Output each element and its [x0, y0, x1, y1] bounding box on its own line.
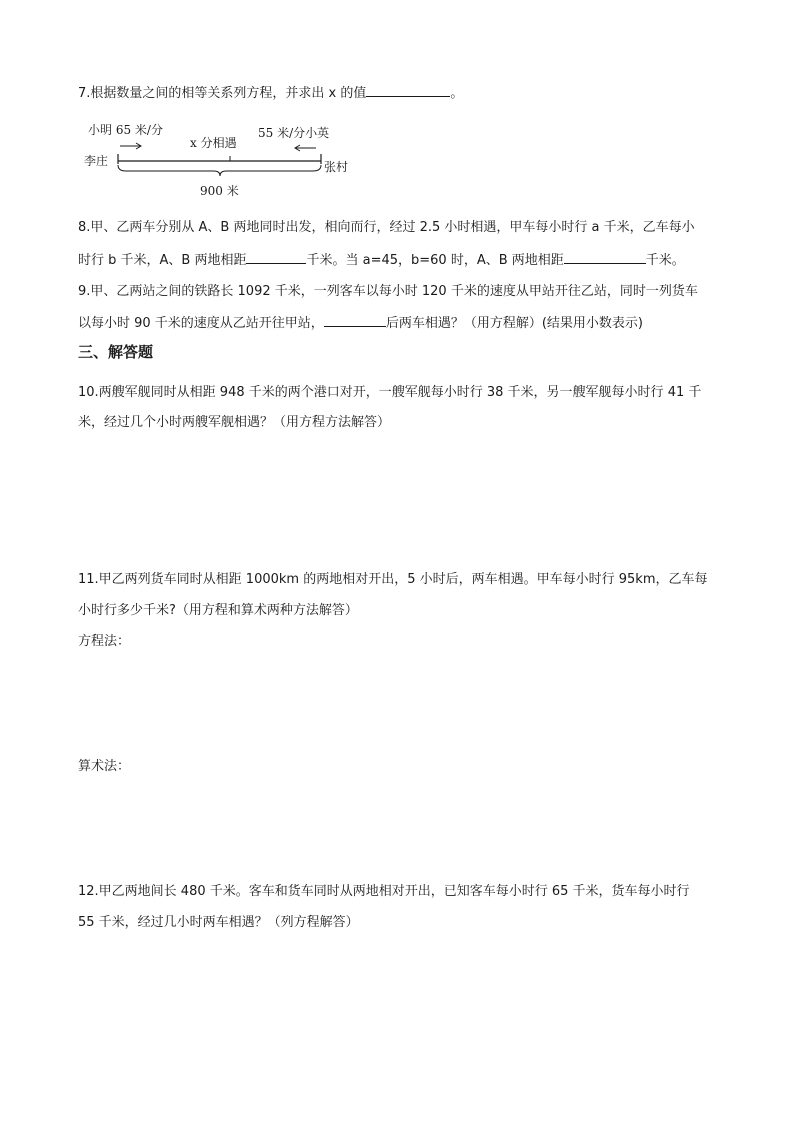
segment-diagram-svg [84, 118, 354, 204]
q11-line1: 11.甲乙两列货车同时从相距 1000km 的两地相对开出，5 小时后，两车相遇。甲车每小时行 95km，乙车每 [78, 572, 708, 587]
q9-text-a: 以每小时 90 千米的速度从乙站开往甲站， [78, 316, 324, 331]
q7-diagram [84, 118, 354, 204]
q11-arithmetic-method-label: 算术法： [78, 759, 131, 774]
xiaoming-speed-label: 小明 65 米/分 [88, 123, 163, 137]
q9-line1: 9.甲、乙两站之间的铁路长 1092 千米，一列客车以每小时 120 千米的速度从甲站开往乙站，同时一列货车 [78, 284, 698, 299]
q10-line1: 10.两艘军舰同时从相距 948 千米的两个港口对开，一艘军舰每小时行 38 千米，另一艘军舰每小时行 41 千 [78, 385, 702, 400]
q8-line1: 8.甲、乙两车分别从 A、B 两地同时出发，相向而行，经过 2.5 小时相遇，甲车每小时行 a 千米，乙车每小 [78, 220, 695, 235]
q8-text-c: 千米。 [645, 253, 685, 268]
right-place-label: 张村 [324, 160, 349, 174]
q8-blank-1[interactable] [246, 250, 306, 264]
q7-prompt [78, 83, 463, 103]
q7-tail: 。 [450, 86, 464, 101]
q9-text-b: 后两车相遇？（用方程解）(结果用小数表示) [385, 316, 643, 331]
q11-line2: 小时行多少千米?（用方程和算术两种方法解答） [78, 603, 358, 618]
meet-time-label: x 分相遇 [190, 136, 237, 150]
xiaoying-speed-label: 55 米/分小英 [258, 126, 330, 140]
q8-text-b: 千米。当 a=45，b=60 时，A、B 两地相距 [306, 253, 564, 268]
q8-blank-2[interactable] [564, 250, 646, 264]
section-heading: 三、解答题 [78, 343, 154, 361]
distance-brace [118, 165, 321, 176]
left-place-label: 李庄 [84, 154, 109, 168]
q7-text: 7.根据数量之间的相等关系列方程，并求出 x 的值 [78, 86, 367, 101]
q11-equation-method-label: 方程法： [78, 634, 131, 649]
q12-line1: 12.甲乙两地间长 480 千米。客车和货车同时从两地相对开出，已知客车每小时行 65 千米，货车每小时行 [78, 884, 690, 899]
q9-blank[interactable] [324, 313, 386, 327]
distance-label: 900 米 [200, 184, 239, 198]
q8-line2 [78, 250, 685, 270]
q10-line2: 米，经过几个小时两艘军舰相遇？（用方程方法解答） [78, 415, 391, 430]
q8-text-a: 时行 b 千米，A、B 两地相距 [78, 253, 247, 268]
q7-answer-blank[interactable] [366, 83, 450, 97]
q12-line2: 55 千米，经过几小时两车相遇？（列方程解答） [78, 915, 359, 930]
q9-line2 [78, 313, 643, 333]
